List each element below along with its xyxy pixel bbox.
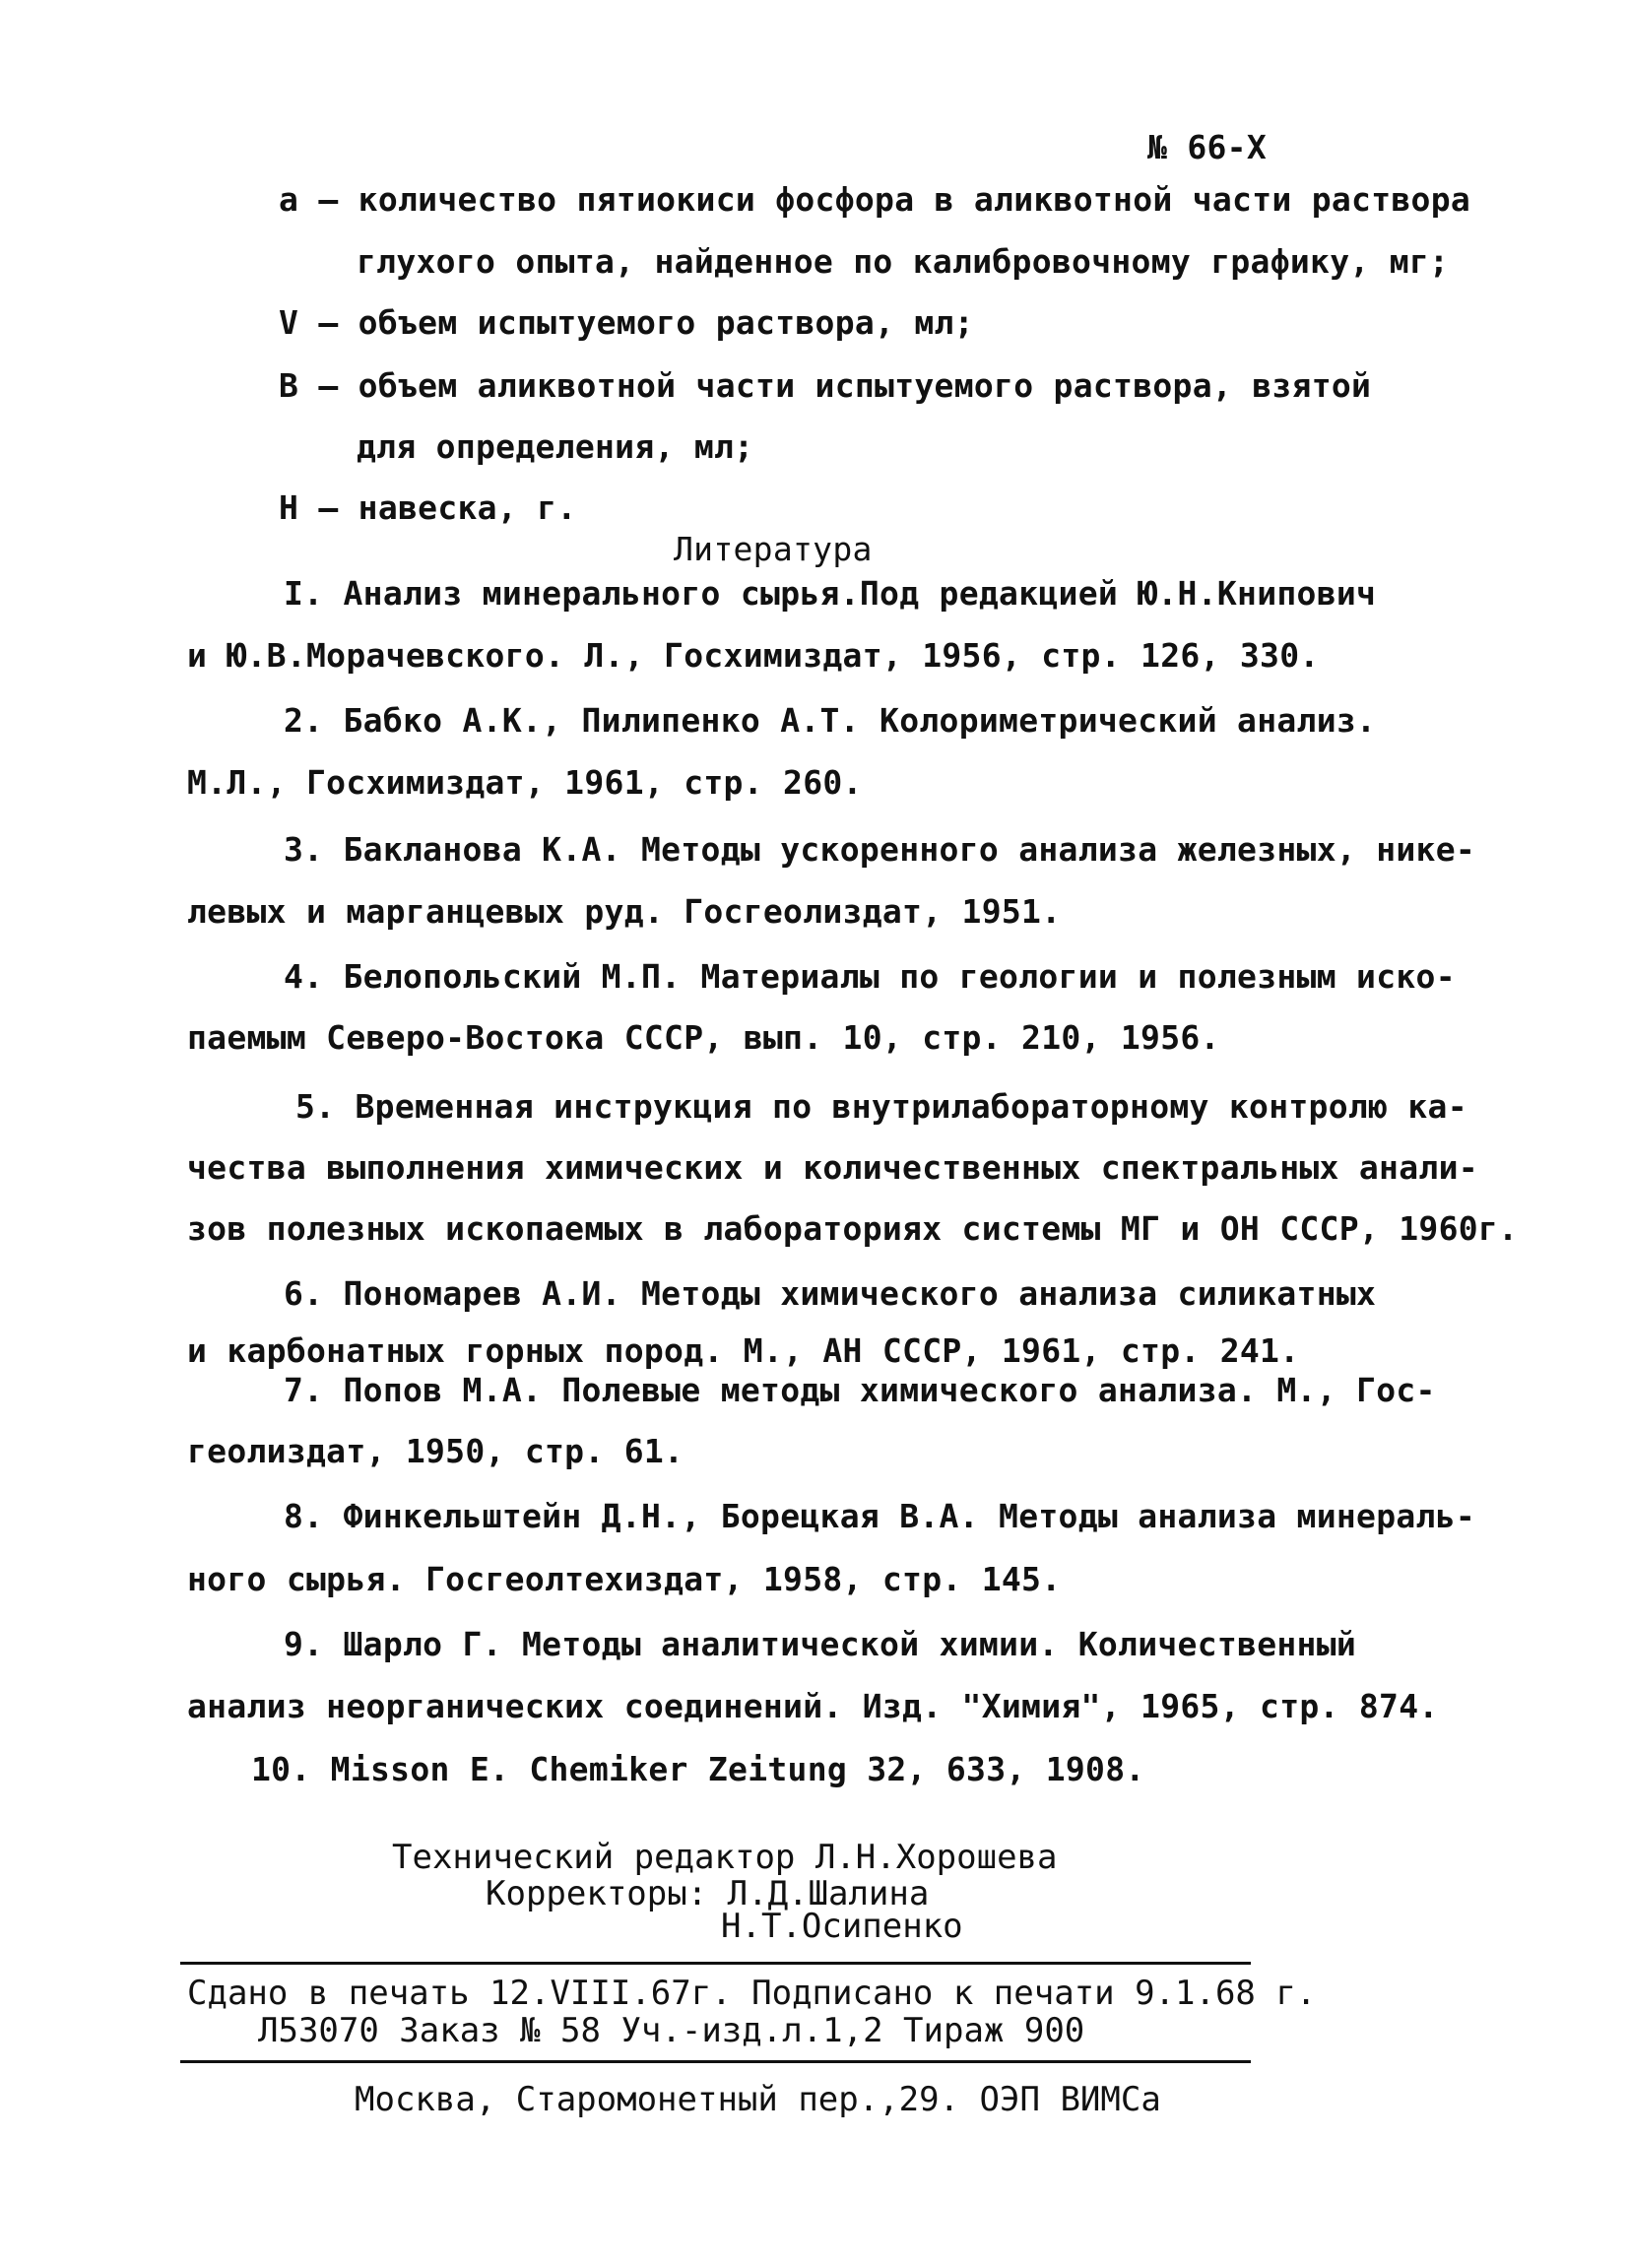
imprint-line-2: Л53070 Заказ № 58 Уч.-изд.л.1,2 Тираж 900 (258, 2011, 1085, 2050)
imprint-top-rule (180, 1962, 1251, 1965)
reference-7-line1: 7. Попов М.А. Полевые методы химического анализа. М., Гос- (284, 1371, 1436, 1409)
literature-heading: Литература (674, 530, 873, 568)
reference-1-line1: I. Анализ минерального сырья.Под редакцией Ю.Н.Книпович (284, 574, 1377, 613)
definition-b-line1: В – объем аликвотной части испытуемого раствора, взятой (279, 366, 1372, 405)
definition-h: Н – навеска, г. (279, 488, 577, 527)
imprint-line-1: Сдано в печать 12.VIII.67г. Подписано к печати 9.1.68 г. (187, 1974, 1317, 2013)
reference-3-line1: 3. Бакланова К.А. Методы ускоренного анализа железных, нике- (284, 830, 1476, 869)
reference-2-line2: М.Л., Госхимиздат, 1961, стр. 260. (187, 763, 863, 802)
reference-5-line2: чества выполнения химических и количественных спектральных анали- (187, 1148, 1478, 1187)
reference-10: 10. Misson E. Chemiker Zeitung 32, 633, 1908. (251, 1750, 1145, 1788)
reference-9-line2: анализ неорганических соединений. Изд. "Химия", 1965, стр. 874. (187, 1687, 1439, 1725)
correctors-credit: Корректоры: Л.Д.Шалина (486, 1874, 930, 1913)
definition-a-line2: глухого опыта, найденное по калибровочному графику, мг; (357, 242, 1450, 281)
reference-5-line1: 5. Временная инструкция по внутрилабораторному контролю ка- (295, 1087, 1467, 1126)
reference-4-line1: 4. Белопольский М.П. Материалы по геологии и полезным иско- (284, 957, 1456, 996)
reference-8-line2: ного сырья. Госгеолтехиздат, 1958, стр. 145. (187, 1560, 1062, 1598)
definition-b-line2: для определения, мл; (357, 427, 754, 466)
imprint-bottom-rule (180, 2060, 1251, 2063)
reference-9-line1: 9. Шарло Г. Методы аналитической химии. Количественный (284, 1625, 1357, 1663)
definition-a-line1: а – количество пятиокиси фосфора в аликвотной части раствора (279, 180, 1471, 219)
imprint-address: Москва, Старомонетный пер.,29. ОЭП ВИМСа (355, 2080, 1161, 2119)
tech-editor-credit: Технический редактор Л.Н.Хорошева (392, 1838, 1058, 1877)
correctors-credit-2: Н.Т.Осипенко (721, 1907, 963, 1946)
reference-6-line2: и карбонатных горных пород. М., АН СССР, 1961, стр. 241. (187, 1331, 1300, 1370)
reference-1-line2: и Ю.В.Морачевского. Л., Госхимиздат, 1956, стр. 126, 330. (187, 636, 1320, 675)
reference-5-line3: зов полезных ископаемых в лабораториях системы МГ и ОН СССР, 1960г. (187, 1209, 1519, 1248)
reference-8-line1: 8. Финкельштейн Д.Н., Борецкая В.А. Методы анализа минераль- (284, 1497, 1476, 1535)
reference-6-line1: 6. Пономарев А.И. Методы химического анализа силикатных (284, 1274, 1377, 1313)
document-number: № 66-Х (1147, 128, 1268, 166)
definition-v: V – объем испытуемого раствора, мл; (279, 303, 974, 342)
reference-2-line1: 2. Бабко А.К., Пилипенко А.Т. Колориметрический анализ. (284, 701, 1377, 740)
reference-4-line2: паемым Северо-Востока СССР, вып. 10, стр. 210, 1956. (187, 1018, 1220, 1057)
reference-3-line2: левых и марганцевых руд. Госгеолиздат, 1951. (187, 892, 1062, 931)
reference-7-line2: геолиздат, 1950, стр. 61. (187, 1432, 684, 1470)
